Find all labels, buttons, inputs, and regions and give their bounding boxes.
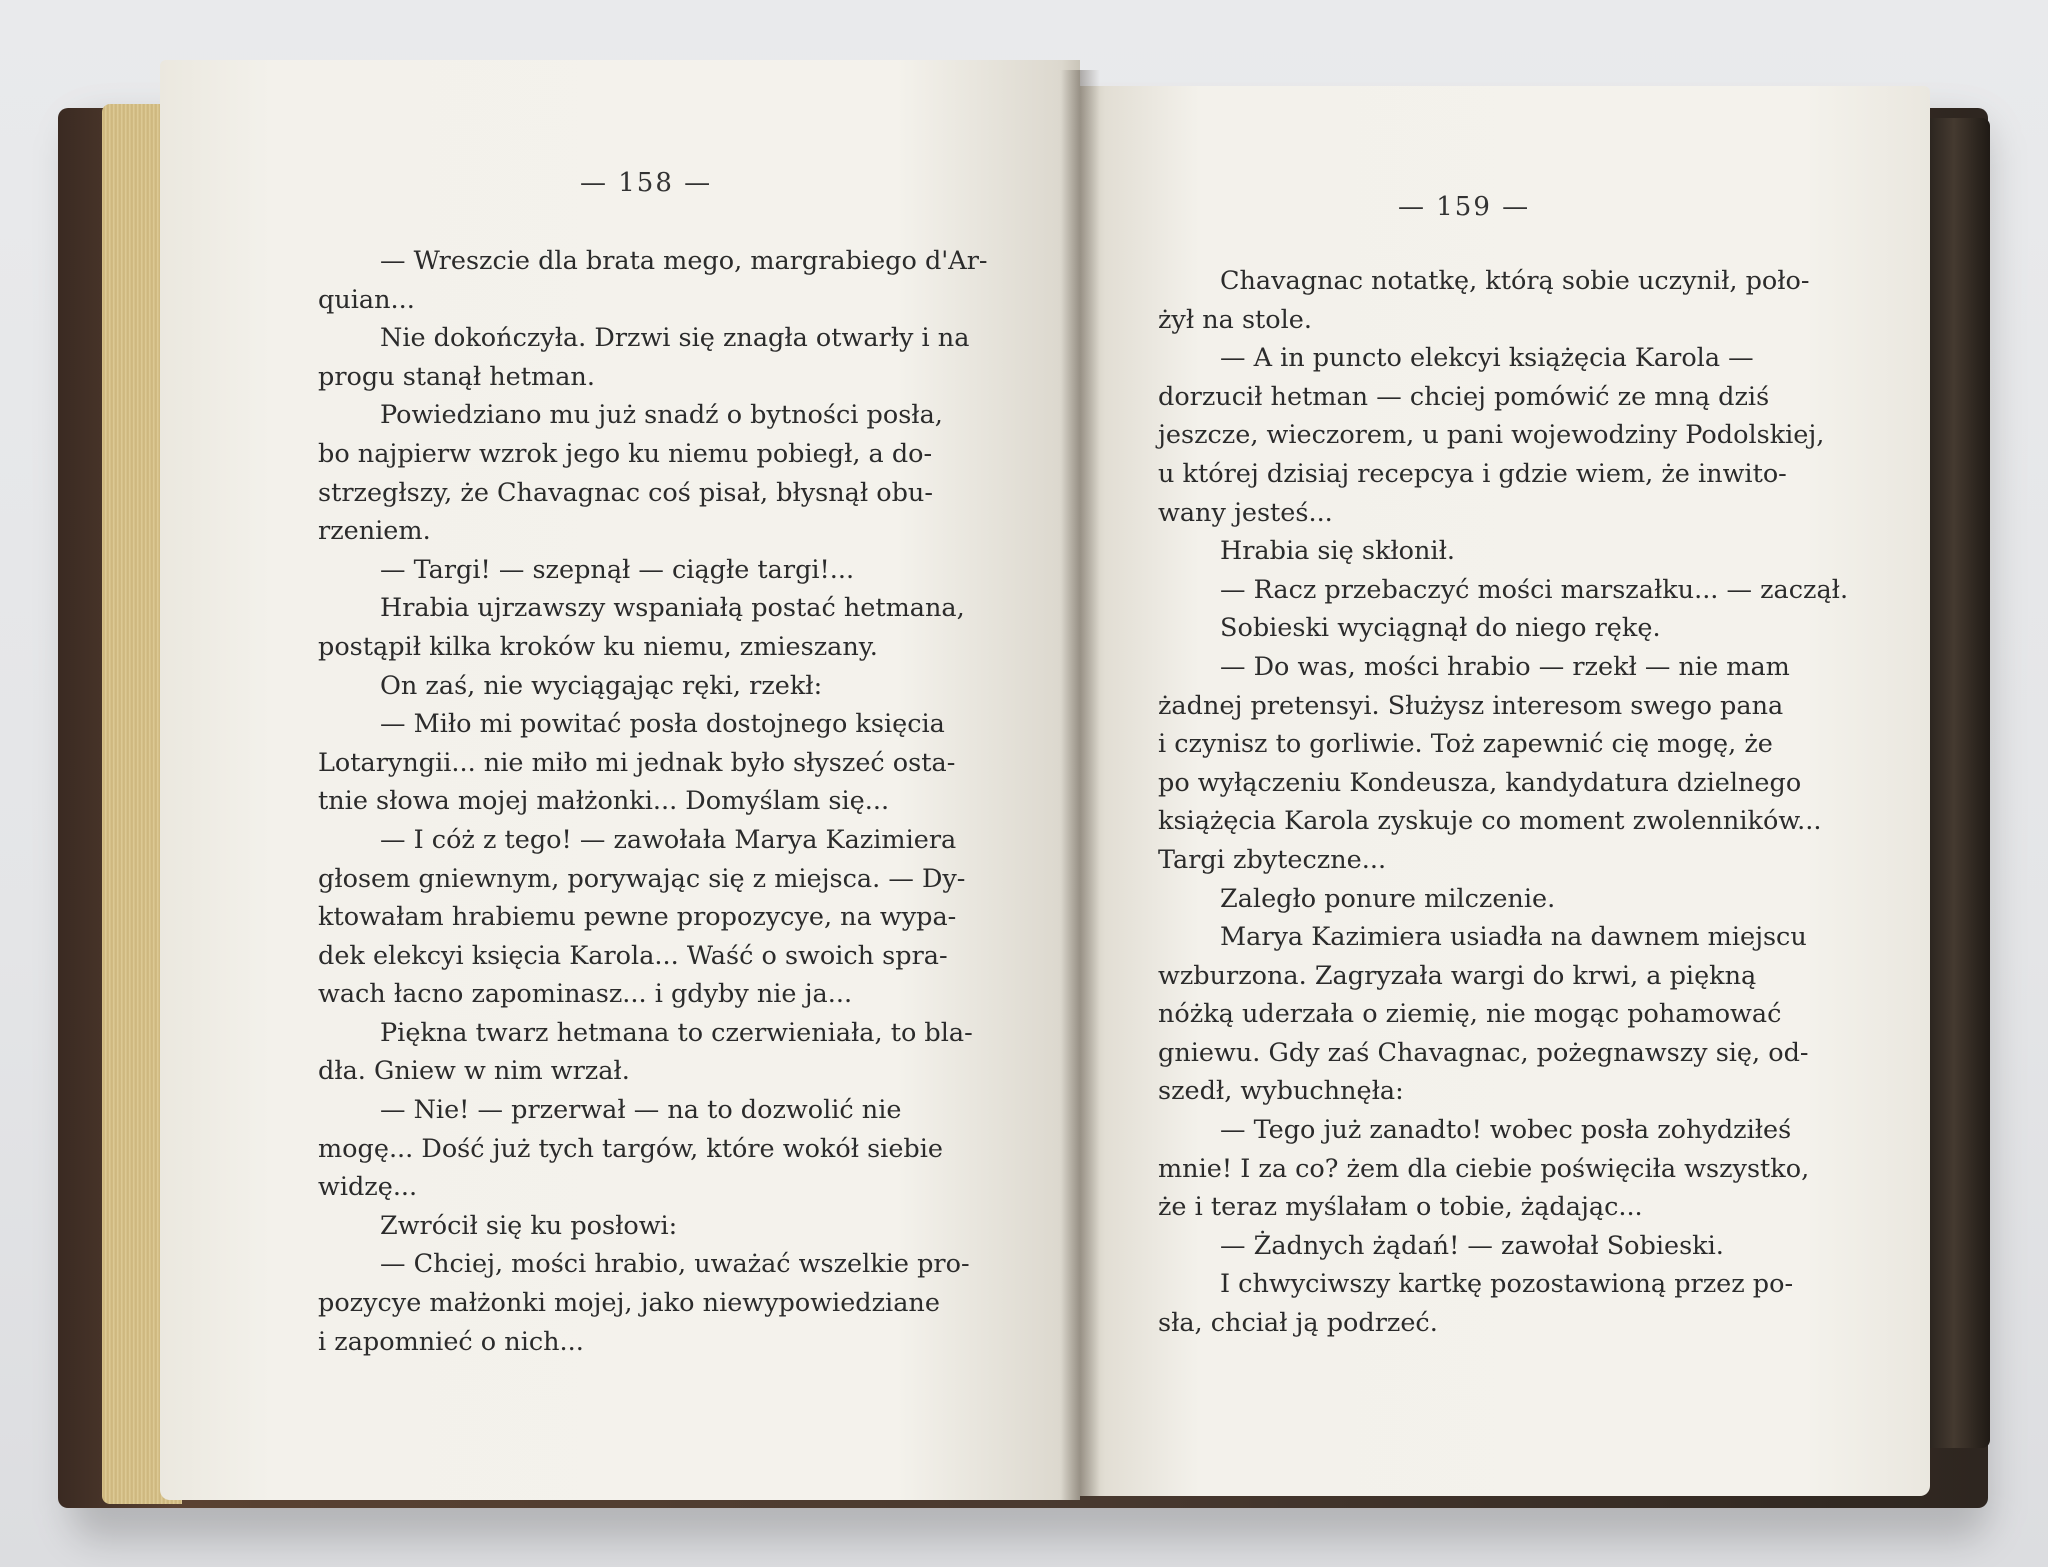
text-line: Targi zbyteczne... [1158,844,1387,875]
text-line: I chwyciwszy kartkę pozostawioną przez po- [1220,1269,1794,1300]
right-page-text [1158,262,1849,1343]
text-line: mogę... Dość już tych targów, które wokół siebie [318,1133,943,1164]
text-line: mnie! I za co? żem dla ciebie poświęciła wszystko, [1158,1153,1810,1184]
text-line: — I cóż z tego! — zawołała Marya Kazimiera [380,824,957,855]
book-gutter [1060,70,1100,1500]
text-line: quian... [318,284,415,315]
text-line: — A in puncto elekcyi książęcia Karola — [1220,343,1754,374]
text-line: wach łacno zapominasz... i gdyby nie ja... [318,979,853,1010]
text-line: i zapomnieć o nich... [318,1326,584,1357]
text-line: i czynisz to gorliwie. Toż zapewnić cię mogę, że [1158,729,1773,760]
text-line: Zwrócił się ku posłowi: [380,1210,678,1241]
right-page-number: — 159 — [1398,192,1531,222]
text-line: dek elekcyi księcia Karola... Waść o swoich spra- [318,940,948,971]
text-line: Nie dokończyła. Drzwi się znagła otwarły i na [380,323,970,354]
text-line: progu stanął hetman. [318,361,595,392]
text-line: książęcia Karola zyskuje co moment zwolenników... [1158,806,1822,837]
text-line: Sobieski wyciągnął do niego rękę. [1220,613,1661,644]
left-page-number: — 158 — [580,168,713,198]
text-line: Piękna twarz hetmana to czerwieniała, to bla- [380,1017,973,1048]
text-line: — Żadnych żądań! — zawołał Sobieski. [1220,1230,1724,1261]
text-line: żadnej pretensyi. Służysz interesom swego pana [1158,690,1784,721]
text-line: Powiedziano mu już snadź o bytności posła, [380,400,943,431]
book-cover-edge [1930,118,1990,1448]
text-line: po wyłączeniu Kondeusza, kandydatura dzielnego [1158,767,1802,798]
text-line: — Miło mi powitać posła dostojnego księcia [380,709,945,740]
text-line: — Wreszcie dla brata mego, margrabiego d'Ar- [380,246,988,276]
text-line: strzegłszy, że Chavagnac coś pisał, błysnął obu- [318,477,933,508]
text-line: Chavagnac notatkę, którą sobie uczynił, poło- [1220,266,1810,296]
text-line: u której dzisiaj recepcya i gdzie wiem, że inwito- [1158,458,1787,489]
text-line: jeszcze, wieczorem, u pani wojewodziny Podolskiej, [1158,420,1825,451]
text-line: wany jesteś... [1158,497,1333,528]
text-line: Marya Kazimiera usiadła na dawnem miejscu [1220,922,1807,953]
text-line: Hrabia się skłonił. [1220,536,1455,567]
text-line: wzburzona. Zagryzała wargi do krwi, a piękną [1158,960,1757,991]
text-line: — Do was, mości hrabio — rzekł — nie mam [1220,651,1790,682]
text-line: Lotaryngii... nie miło mi jednak było słyszeć osta- [318,747,956,778]
text-line: nóżką uderzała o ziemię, nie mogąc pohamować [1158,999,1782,1030]
text-line: Hrabia ujrzawszy wspaniałą postać hetmana, [380,593,965,624]
text-line: — Racz przebaczyć mości marszałku... — zaczął. [1220,574,1849,605]
text-line: sła, chciał ją podrzeć. [1158,1308,1438,1339]
text-line: ktowałam hrabiemu pewne propozycye, na wypa- [318,902,957,933]
text-line: żył na stole. [1158,304,1312,335]
text-line: — Chciej, mości hrabio, uważać wszelkie pro- [380,1249,970,1280]
text-line: pozycye małżonki mojej, jako niewypowiedziane [318,1288,940,1319]
text-line: szedł, wybuchnęła: [1158,1076,1404,1107]
text-line: głosem gniewnym, porywając się z miejsca. — Dy- [318,863,966,894]
text-line: że i teraz myślałam o tobie, żądając... [1158,1192,1643,1223]
text-line: dorzucił hetman — chciej pomówić ze mną dziś [1158,381,1770,412]
text-line: — Nie! — przerwał — na to dozwolić nie [380,1095,902,1126]
text-line: rzeniem. [318,516,431,547]
text-line: dła. Gniew w nim wrzał. [318,1056,630,1087]
text-line: bo najpierw wzrok jego ku niemu pobiegł, a do- [318,438,933,469]
text-line: Zaległo ponure milczenie. [1220,883,1556,914]
text-line: On zaś, nie wyciągając ręki, rzekł: [380,670,823,701]
text-line: tnie słowa mojej małżonki... Domyślam się... [318,786,890,817]
text-line: postąpił kilka kroków ku niemu, zmieszany. [318,631,878,662]
text-line: — Tego już zanadto! wobec posła zohydziłeś [1220,1115,1792,1146]
text-line: widzę... [318,1172,418,1203]
text-line: — Targi! — szepnął — ciągłe targi!... [380,554,855,585]
text-line: gniewu. Gdy zaś Chavagnac, pożegnawszy się, od- [1158,1037,1809,1068]
left-page-text [318,242,994,1361]
